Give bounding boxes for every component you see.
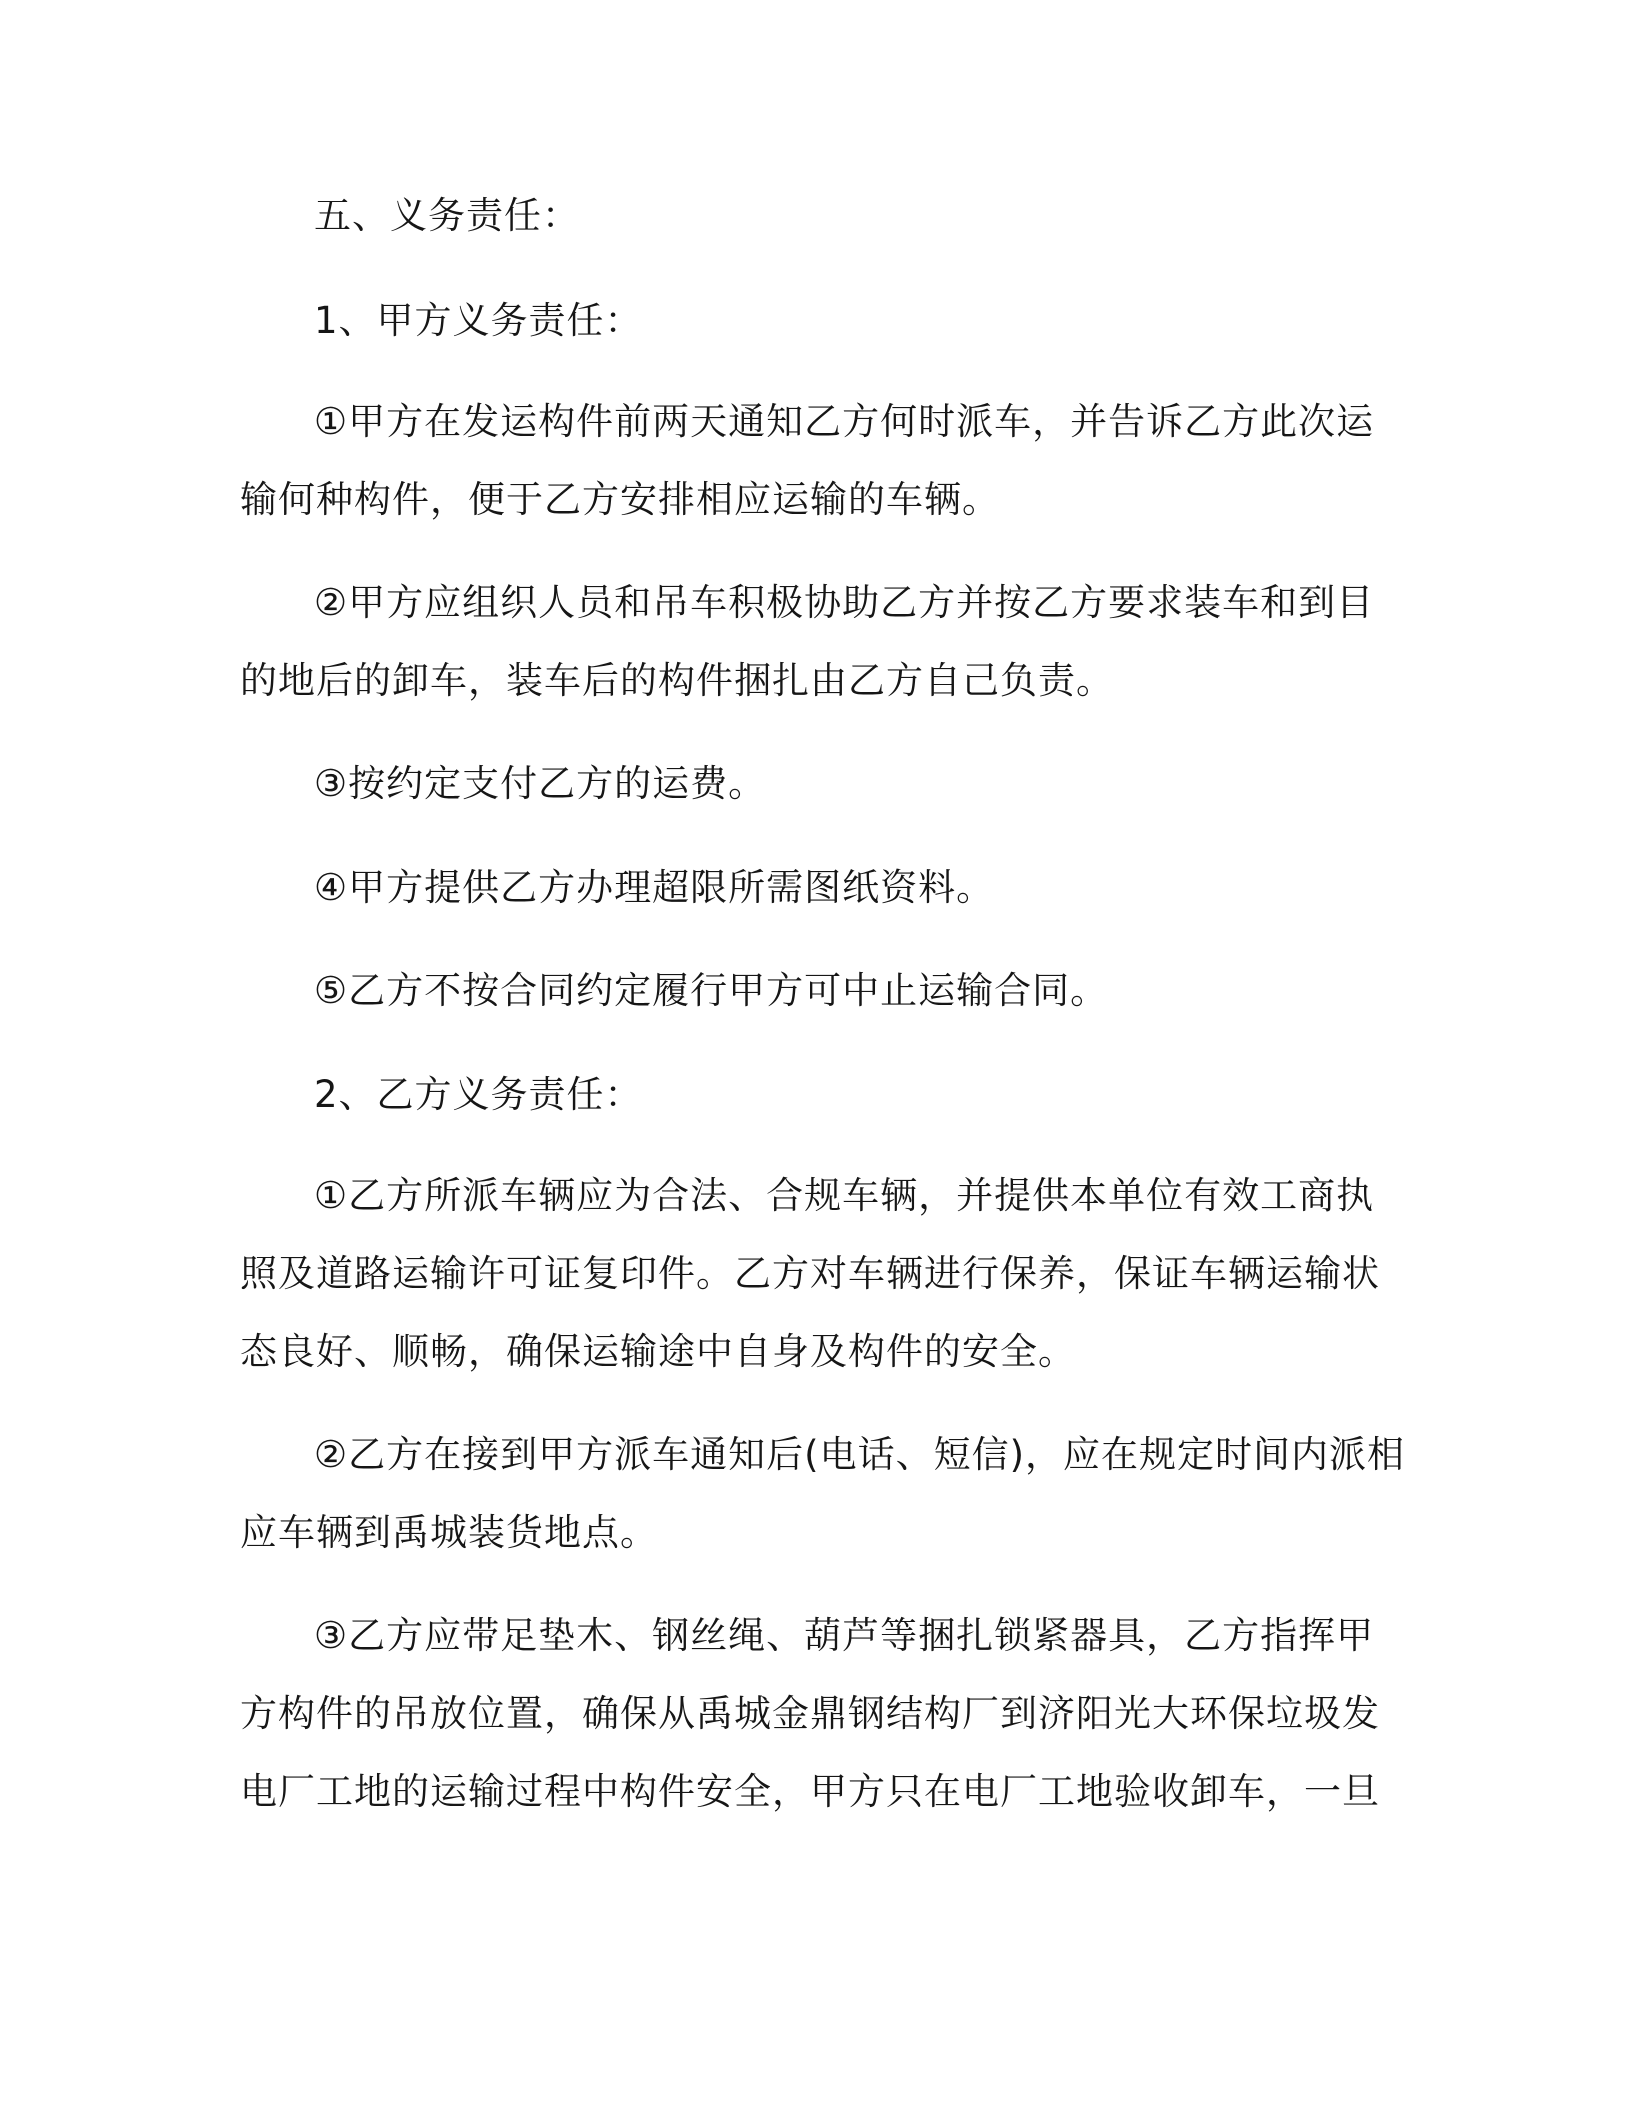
party-b-item1-line1: ①乙方所派车辆应为合法、合规车辆，并提供本单位有效工商执 — [314, 1174, 1375, 1217]
party-a-item2-line1: ②甲方应组织人员和吊车积极协助乙方并按乙方要求装车和到目 — [314, 581, 1375, 624]
party-a-item1-line1: ①甲方在发运构件前两天通知乙方何时派车，并告诉乙方此次运 — [314, 400, 1375, 443]
party-a-item1-line2: 输何种构件，便于乙方安排相应运输的车辆。 — [240, 478, 1000, 521]
party-b-item2-line1: ②乙方在接到甲方派车通知后(电话、短信)，应在规定时间内派相 — [314, 1433, 1406, 1476]
section-heading: 五、义务责任： — [314, 194, 580, 237]
party-a-item5: ⑤乙方不按合同约定履行甲方可中止运输合同。 — [314, 969, 1109, 1012]
party-b-item3-line3: 电厂工地的运输过程中构件安全，甲方只在电厂工地验收卸车，一旦 — [240, 1770, 1380, 1813]
party-a-item4: ④甲方提供乙方办理超限所需图纸资料。 — [314, 866, 995, 909]
party-a-heading: 1、甲方义务责任： — [314, 299, 643, 342]
party-b-item3-line2: 方构件的吊放位置，确保从禹城金鼎钢结构厂到济阳光大环保垃圾发 — [240, 1692, 1380, 1735]
party-a-item2-line2: 的地后的卸车，装车后的构件捆扎由乙方自己负责。 — [240, 659, 1114, 702]
party-b-item1-line3: 态良好、顺畅，确保运输途中自身及构件的安全。 — [240, 1330, 1076, 1373]
party-b-item1-line2: 照及道路运输许可证复印件。乙方对车辆进行保养，保证车辆运输状 — [240, 1252, 1380, 1295]
party-b-item2-line2: 应车辆到禹城装货地点。 — [240, 1511, 658, 1554]
party-b-item3-line1: ③乙方应带足垫木、钢丝绳、葫芦等捆扎锁紧器具，乙方指挥甲 — [314, 1614, 1375, 1657]
party-a-item3: ③按约定支付乙方的运费。 — [314, 762, 767, 805]
party-b-heading: 2、乙方义务责任： — [314, 1073, 643, 1116]
